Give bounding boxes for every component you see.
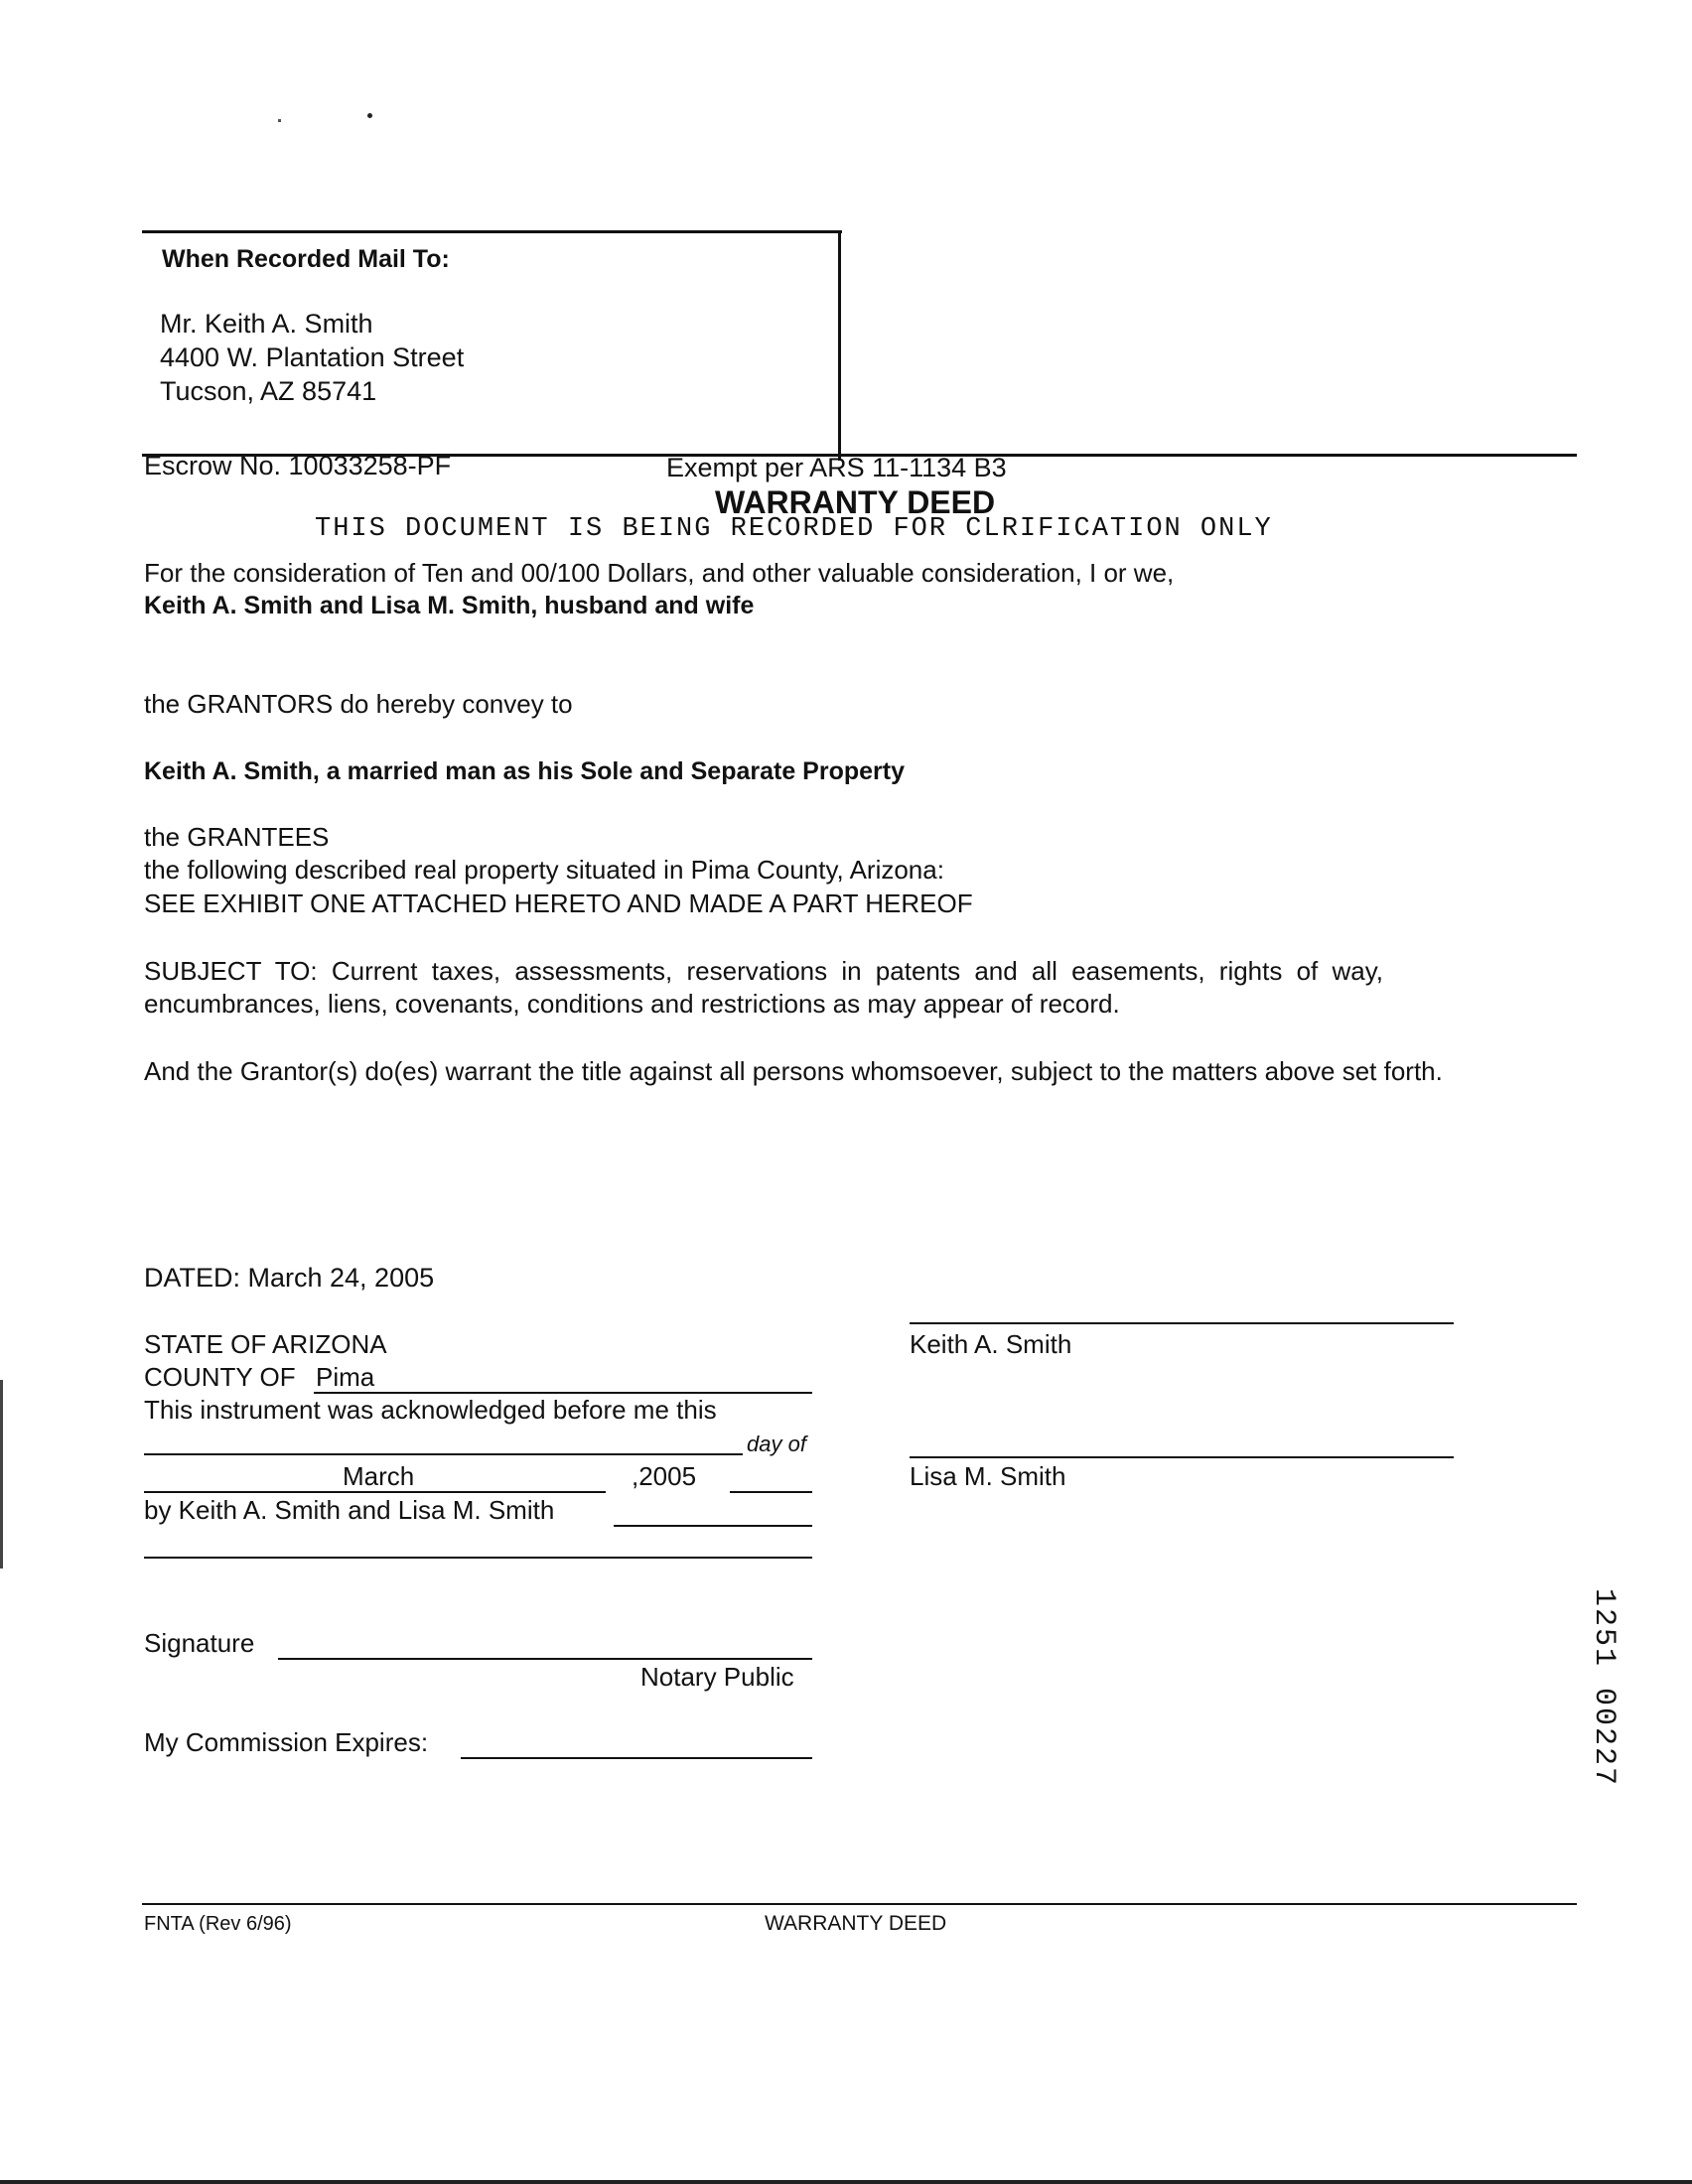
grantors-convey-line: the GRANTORS do hereby convey to	[144, 689, 573, 719]
year-value: ,2005	[632, 1461, 697, 1491]
mail-to-name: Mr. Keith A. Smith	[160, 309, 373, 339]
acknowledged-line: This instrument was acknowledged before me this	[144, 1395, 717, 1425]
recording-number: 1251 00227	[1587, 1588, 1621, 1788]
extra-line-field	[144, 1531, 812, 1559]
document-title: WARRANTY DEED	[715, 484, 996, 520]
by-line: by Keith A. Smith and Lisa M. Smith	[144, 1495, 555, 1525]
subject-to-line-2: encumbrances, liens, covenants, conditions and restrictions as may appear of record.	[144, 989, 1120, 1019]
scan-speck	[367, 113, 372, 118]
escrow-number: Escrow No. 10033258-PF	[144, 451, 452, 480]
scan-edge-mark	[0, 1380, 3, 1569]
exhibit-line: SEE EXHIBIT ONE ATTACHED HERETO AND MADE A PART HEREOF	[144, 888, 973, 918]
signer-2-line	[910, 1456, 1454, 1458]
signer-1-line	[910, 1322, 1454, 1324]
mail-to-street: 4400 W. Plantation Street	[160, 342, 465, 372]
subject-to-line-1: SUBJECT TO: Current taxes, assessments, reservations in patents and all easements, rights of way,	[144, 956, 1384, 986]
clarification-note: THIS DOCUMENT IS BEING RECORDED FOR CLRIFICATION ONLY	[315, 514, 1273, 544]
dated-line: DATED: March 24, 2005	[144, 1263, 435, 1293]
mail-to-heading: When Recorded Mail To:	[162, 245, 450, 273]
signer-2-name: Lisa M. Smith	[910, 1461, 1066, 1491]
year-suffix-field	[730, 1463, 812, 1493]
state-label: STATE OF ARIZONA	[144, 1329, 387, 1359]
mail-to-city: Tucson, AZ 85741	[160, 376, 377, 406]
grantees-label: the GRANTEES	[144, 822, 330, 852]
consideration-line: For the consideration of Ten and 00/100 Dollars, and other valuable consideration, I or we,	[144, 558, 1175, 588]
commission-label: My Commission Expires:	[144, 1727, 429, 1757]
grantors-names: Keith A. Smith and Lisa M. Smith, husband and wife	[144, 592, 755, 619]
exempt-note: Exempt per ARS 11-1134 B3	[666, 453, 1007, 482]
warrant-line: And the Grantor(s) do(es) warrant the title against all persons whomsoever, subject to the matters above set forth.	[144, 1056, 1443, 1086]
commission-field	[461, 1729, 812, 1759]
county-value: Pima	[316, 1362, 375, 1392]
month-value: March	[343, 1461, 415, 1491]
footer-rule	[142, 1903, 1577, 1905]
signer-1-name: Keith A. Smith	[910, 1329, 1072, 1359]
notary-public-label: Notary Public	[640, 1662, 794, 1692]
day-of-label: day of	[747, 1432, 806, 1456]
by-line-field	[614, 1497, 812, 1527]
notary-signature-field	[278, 1630, 812, 1660]
property-line: the following described real property situated in Pima County, Arizona:	[144, 855, 944, 885]
day-field	[144, 1430, 743, 1455]
footer-form-code: FNTA (Rev 6/96)	[144, 1913, 292, 1935]
scan-bottom-edge	[0, 2180, 1692, 2184]
signature-label: Signature	[144, 1628, 255, 1658]
county-label: COUNTY OF	[144, 1362, 296, 1392]
scan-speck	[278, 119, 281, 122]
grantee-name: Keith A. Smith, a married man as his Sole and Separate Property	[144, 757, 905, 785]
footer-form-title: WARRANTY DEED	[765, 1912, 947, 1935]
county-field	[314, 1364, 812, 1394]
